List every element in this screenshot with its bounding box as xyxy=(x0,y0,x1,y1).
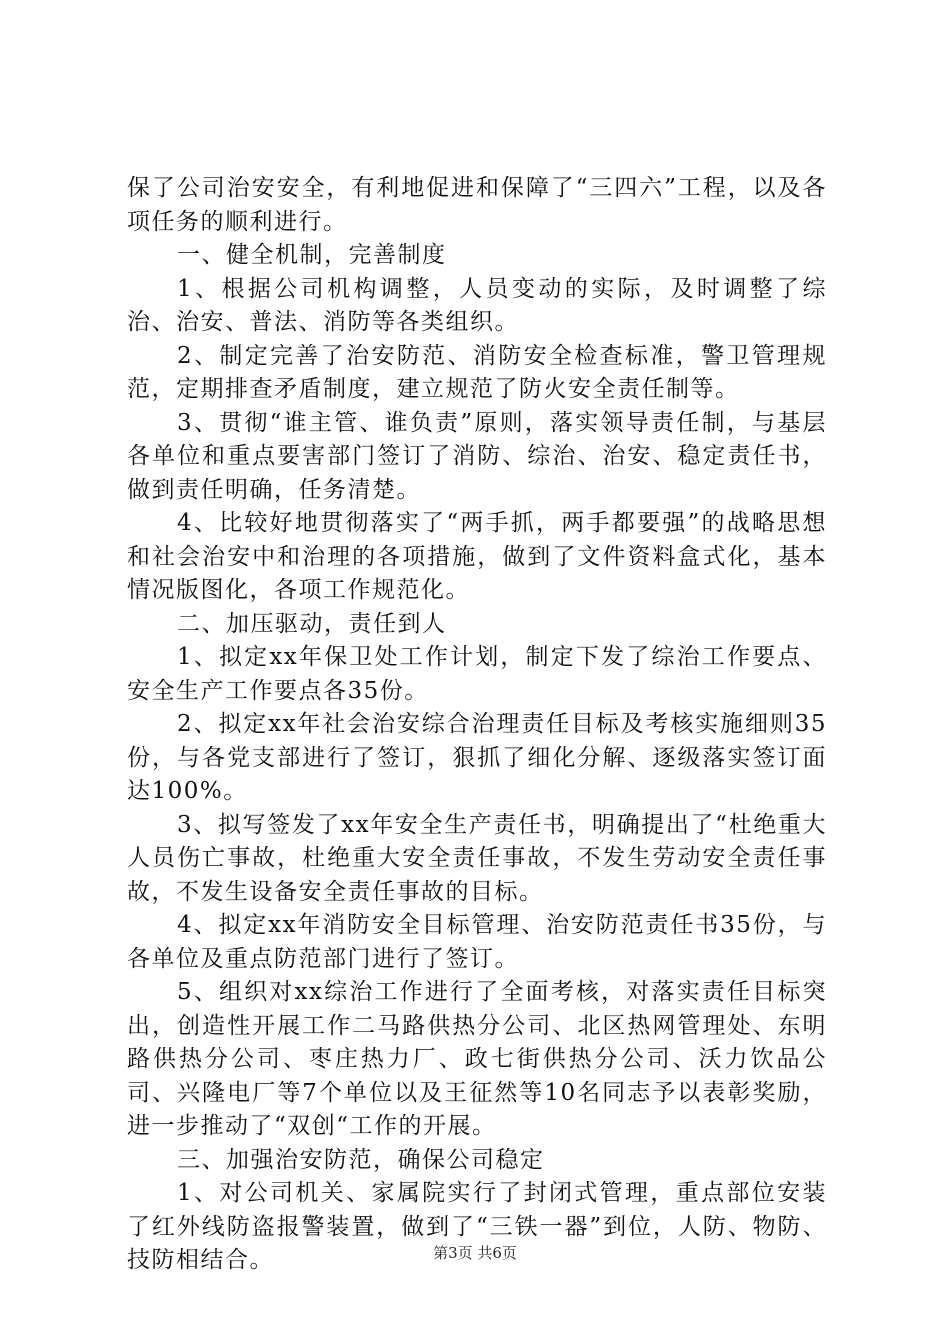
page-footer xyxy=(0,1243,950,1263)
paragraph: 1、拟定xx年保卫处工作计划，制定下发了综治工作要点、安全生产工作要点各35份。 xyxy=(127,644,827,704)
paragraph: 2、拟定xx年社会治安综合治理责任目标及考核实施细则35份，与各党支部进行了签订，狠抓了细化分解、逐级落实签订面达100%。 xyxy=(127,711,827,804)
paragraph: 4、拟定xx年消防安全目标管理、治安防范责任书35份，与各单位及重点防范部门进行了签订。 xyxy=(127,912,827,972)
paragraph: 2、制定完善了治安防范、消防安全检查标准，警卫管理规范，定期排查矛盾制度，建立规范了防火安全责任制等。 xyxy=(127,342,827,402)
paragraph: 5、组织对xx综治工作进行了全面考核，对落实责任目标突出，创造性开展工作二马路供热分公司、北区热网管理处、东明路供热分公司、枣庄热力厂、政七街供热分公司、沃力饮品公司、兴隆电厂等7个单位以及王征然等10名同志予以表彰奖励，进一步推动了“双创“工作的开展。 xyxy=(127,979,827,1139)
paragraph: 4、比较好地贯彻落实了“两手抓，两手都要强”的战略思想和社会治安中和治理的各项措施，做到了文件资料盒式化，基本情况版图化，各项工作规范化。 xyxy=(127,510,827,603)
document-body xyxy=(127,172,827,1278)
paragraph: 3、贯彻“谁主管、谁负责”原则，落实领导责任制，与基层各单位和重点要害部门签订了消防、综治、治安、稳定责任书，做到责任明确，任务清楚。 xyxy=(127,409,827,503)
section-heading-1: 一、健全机制，完善制度 xyxy=(177,242,447,268)
paragraph: 1、根据公司机构调整，人员变动的实际，及时调整了综治、治安、普法、消防等各类组织。 xyxy=(127,275,827,335)
page-number-label: 第3页 共6页 xyxy=(433,1244,517,1262)
paragraph-continuation: 保了公司治安安全，有利地促进和保障了“三四六”工程，以及各项任务的顺利进行。 xyxy=(127,175,827,235)
section-heading-2: 二、加压驱动，责任到人 xyxy=(177,610,447,637)
paragraph: 1、对公司机关、家属院实行了封闭式管理，重点部位安装了红外线防盗报警装置，做到了“三铁一器”到位，人防、物防、技防相结合。 xyxy=(127,1180,827,1273)
paragraph: 3、拟写签发了xx年安全生产责任书，明确提出了“杜绝重大人员伤亡事故，杜绝重大安全责任事故，不发生劳动安全责任事故，不发生设备安全责任事故的目标。 xyxy=(127,811,827,905)
section-heading-3: 三、加强治安防范，确保公司稳定 xyxy=(177,1146,545,1173)
